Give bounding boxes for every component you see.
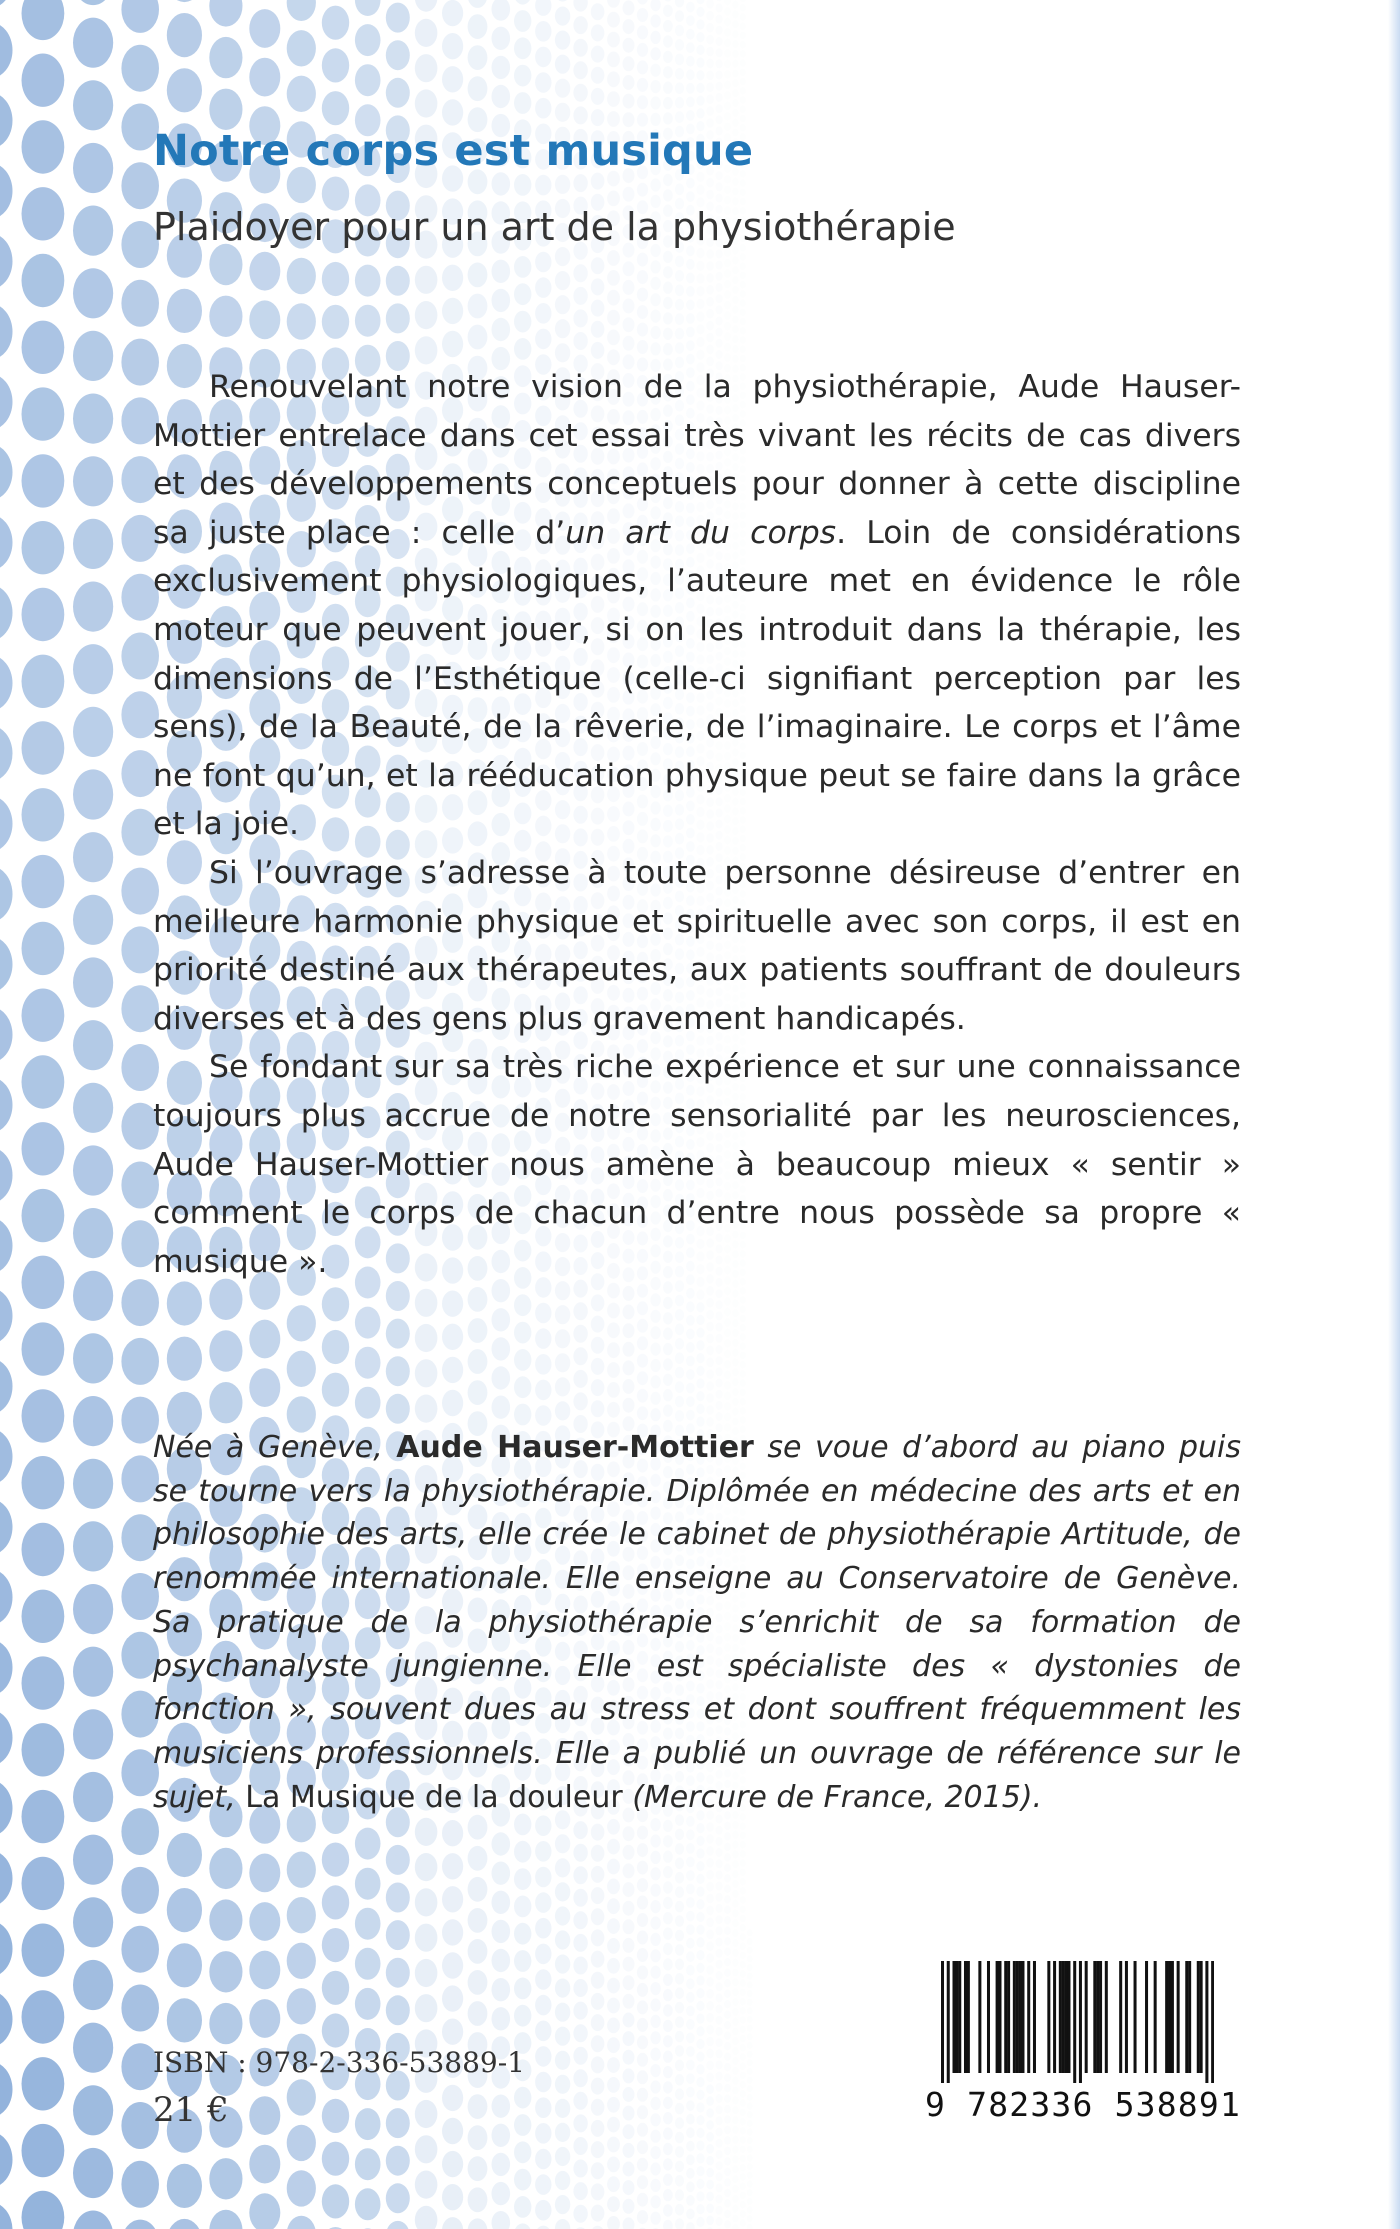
barcode-bar: [1185, 1961, 1188, 2073]
book-title: Notre corps est musique: [153, 126, 754, 176]
barcode-bar: [1205, 1961, 1208, 2083]
barcode-bar: [964, 1961, 967, 2073]
barcode-bar: [1211, 1961, 1214, 2083]
barcode-bar: [1027, 1961, 1030, 2073]
barcode-bar: [1177, 1961, 1180, 2073]
book-subtitle: Plaidoyer pour un art de la physiothérapie: [153, 205, 956, 249]
barcode-bar: [1021, 1961, 1024, 2073]
barcode-bar: [1145, 1961, 1148, 2073]
barcode-bar: [1019, 1961, 1022, 2073]
barcode-bar: [1188, 1961, 1191, 2073]
barcode-bar: [1165, 1961, 1168, 2073]
barcode-bar: [941, 1961, 944, 2083]
book-reference: La Musique de la douleur: [245, 1779, 623, 1815]
barcode-bar: [1168, 1961, 1171, 2073]
barcode-bar: [952, 1961, 955, 2073]
barcode-bar: [1007, 1961, 1010, 2073]
barcode-bar: [1004, 1961, 1007, 2073]
barcode-bar: [1033, 1961, 1036, 2073]
barcode-bar: [1062, 1961, 1065, 2073]
blurb-paragraph-1: Renouvelant notre vision de la physiothérapie, Aude Hauser-Mottier entrelace dans cet essai très vivant les récits de cas divers et des développements conceptuels pour donner à cette discipline sa juste place : celle d’un art du corps. Loin de considérations exclusivement physiologiques, l’auteure met en évidence le rôle moteur que peuvent jouer, si on les introduit dans la thérapie, les dimensions de l’Esthétique (celle-ci signifiant perception par les sens), de la Beauté, de la rêverie, de l’imaginaire. Le corps et l’âme ne font qu’un, et la rééducation physique peut se faire dans la grâce et la joie.: [153, 369, 1242, 843]
blurb-paragraph-2: Si l’ouvrage s’adresse à toute personne désireuse d’entrer en meilleure harmonie physique et spirituelle avec son corps, il est en priorité destiné aux thérapeutes, aux patients souffrant de douleurs diverses et à des gens plus gravement handicapés.: [153, 854, 1241, 1037]
barcode-bar: [1059, 1961, 1062, 2073]
blurb-text: [153, 363, 1241, 1286]
barcode-bar: [1067, 1961, 1070, 2073]
isbn: ISBN : 978-2-336-53889-1: [153, 2046, 525, 2079]
barcode-bar: [1125, 1961, 1128, 2073]
barcode-bar: [1197, 1961, 1200, 2073]
barcode-bar: [1105, 1961, 1108, 2073]
barcode-bar: [1154, 1961, 1157, 2073]
barcode-bar: [1134, 1961, 1137, 2073]
barcode-bar: [967, 1961, 970, 2073]
barcode-bar: [996, 1961, 999, 2073]
barcode-bars: [941, 1961, 1214, 2083]
barcode-bar: [1016, 1961, 1019, 2073]
blurb-paragraph-3: Se fondant sur sa très riche expérience et sur une connaissance toujours plus accrue de notre sensorialité par les neurosciences, Aude Hauser-Mottier nous amène à beaucoup mieux « sentir » comment le corps de chacun d’entre nous possède sa propre « musique ».: [153, 1049, 1241, 1280]
barcode-bar: [998, 1961, 1001, 2073]
barcode-bar: [1085, 1961, 1088, 2073]
barcode-bar: [955, 1961, 958, 2073]
barcode-bar: [1053, 1961, 1056, 2073]
barcode-bar: [1079, 1961, 1082, 2083]
barcode-bar: [987, 1961, 990, 2073]
barcode-bar: [1093, 1961, 1096, 2073]
barcode-bar: [1200, 1961, 1203, 2073]
barcode-digits: 9 782336 538891: [925, 2085, 1242, 2124]
barcode-bar: [1013, 1961, 1016, 2073]
barcode: [925, 1957, 1242, 2129]
price: 21 €: [153, 2090, 229, 2130]
barcode-bar: [1073, 1961, 1076, 2083]
barcode-bar: [1047, 1961, 1050, 2073]
barcode-bar: [1096, 1961, 1099, 2073]
author-name: Aude Hauser-Mottier: [396, 1430, 754, 1465]
barcode-bar: [978, 1961, 981, 2073]
barcode-bar: [1099, 1961, 1102, 2073]
barcode-bar: [1119, 1961, 1122, 2073]
emphasis: un art du corps: [565, 514, 837, 551]
barcode-bar: [947, 1961, 950, 2083]
barcode-bar: [958, 1961, 961, 2073]
barcode-bar: [1171, 1961, 1174, 2073]
barcode-bar: [1065, 1961, 1068, 2073]
author-bio: Née à Genève, Aude Hauser-Mottier se voue d’abord au piano puis se tourne vers la physiothérapie. Diplômée en médecine des arts et en philosophie des arts, elle crée le cabinet de physiothérapie Artitude, de renommée internationale. Elle enseigne au Conservatoire de Genève. Sa pratique de la physiothérapie s’enrichit de sa formation de psychanalyste jungienne. Elle est spécialiste des « dystonies de fonction », souvent dues au stress et dont souffrent fréquemment les musiciens professionnels. Elle a publié un ouvrage de référence sur le sujet, La Musique de la douleur (Mercure de France, 2015).: [153, 1430, 1241, 1815]
